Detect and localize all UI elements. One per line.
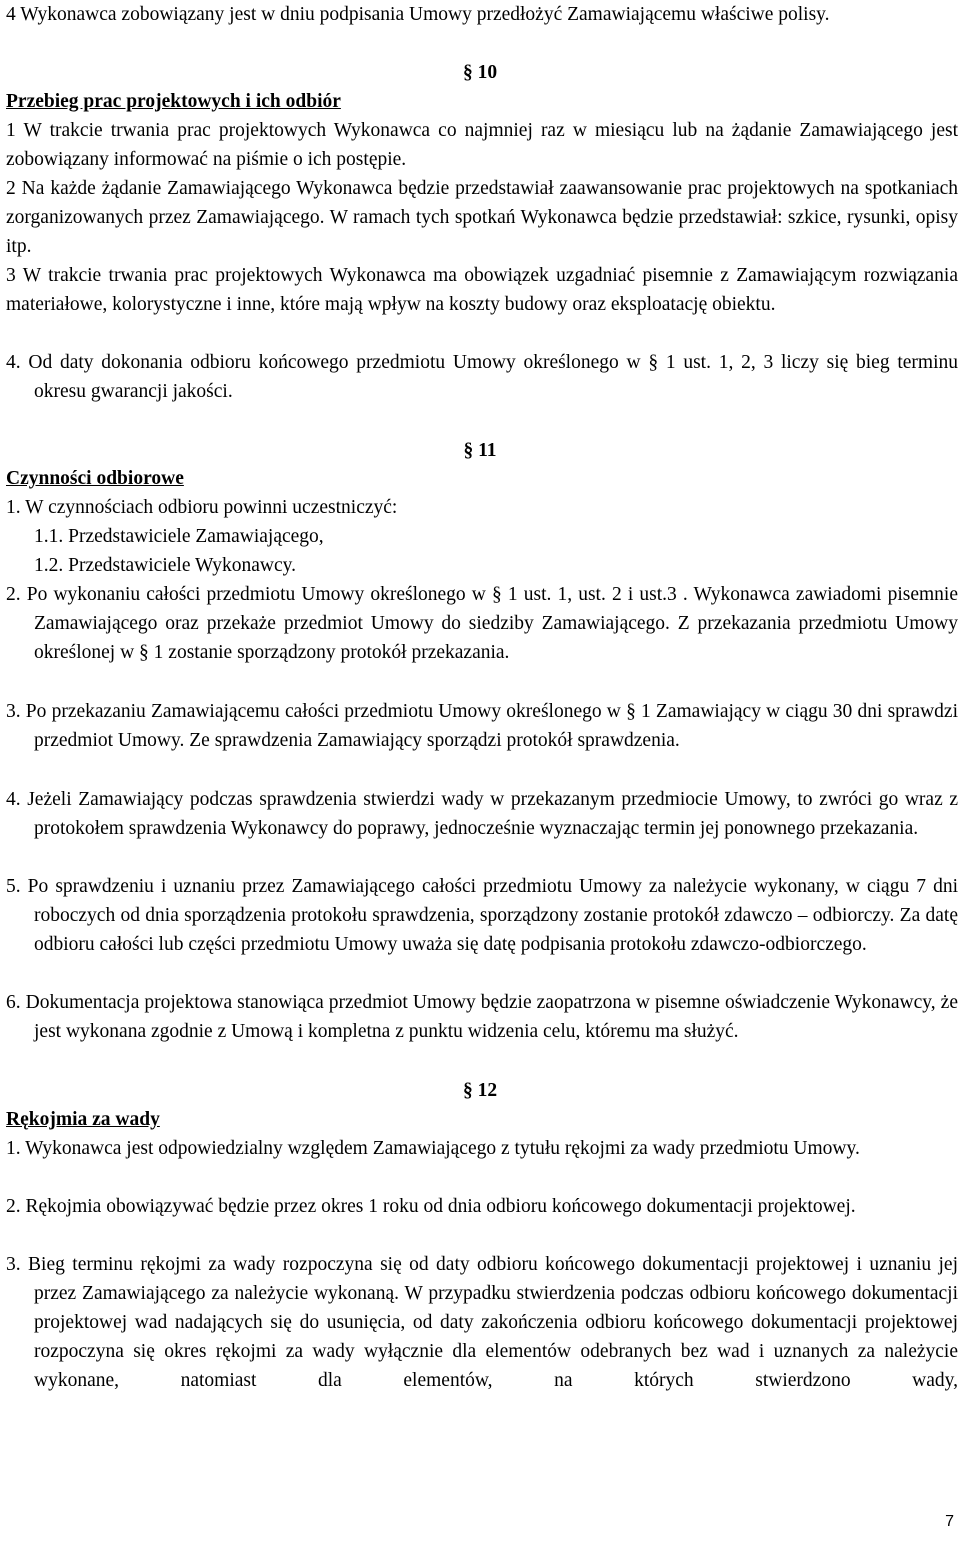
section-11-title: Czynności odbiorowe bbox=[6, 468, 184, 489]
section-10-number: § 10 bbox=[462, 62, 498, 83]
section-11-item-4: 4. Jeżeli Zamawiający podczas sprawdzenia stwierdzi wady w przekazanym przedmiocie Umowy, to zwróci go wraz z protokołem sprawdzenia Wykonawcy do poprawy, jednocześnie wyznaczając termin jej ponownego przekazania. bbox=[6, 789, 958, 839]
intro-item-4: 4 Wykonawca zobowiązany jest w dniu podpisania Umowy przedłożyć Zamawiającemu właściwe polisy. bbox=[6, 4, 830, 25]
section-12-item-3: 3. Bieg terminu rękojmi za wady rozpoczyna się od daty odbioru końcowego dokumentacji projektowej i uznaniu jej przez Zamawiającego za należycie wykonaną. W przypadku stwierdzenia podczas odbioru końcowego dokumentacji projektowej wad nadających się do usunięcia, od daty zakończenia odbioru końcowego dokumentacji projektowej rozpoczyna się okres rękojmi za wady wyłącznie dla elementów odebranych bez wad i uznanych za należycie wykonane, natomiast dla elementów, na których stwierdzono wady, bbox=[6, 1254, 958, 1391]
section-11-item-3: 3. Po przekazaniu Zamawiającemu całości przedmiotu Umowy określonego w § 1 Zamawiający w ciągu 30 dni sprawdzi przedmiot Umowy. Ze sprawdzenia Zamawiający sporządzi protokół sprawdzenia. bbox=[6, 701, 958, 751]
section-12-number: § 12 bbox=[462, 1080, 498, 1101]
section-11-subitem-1-1: 1.1. Przedstawiciele Zamawiającego, bbox=[34, 526, 324, 547]
section-10-item-2: 2 Na każde żądanie Zamawiającego Wykonawca będzie przedstawiał zaawansowanie prac projektowych na spotkaniach zorganizowanych przez Zamawiającego. W ramach tych spotkań Wykonawca będzie przedstawiał: szkice, rysunki, opisy itp. bbox=[6, 178, 958, 257]
section-11-subitem-1-2: 1.2. Przedstawiciele Wykonawcy. bbox=[34, 555, 296, 576]
section-12-title: Rękojmia za wady bbox=[6, 1109, 160, 1130]
section-10-title: Przebieg prac projektowych i ich odbiór bbox=[6, 91, 341, 112]
section-11-item-1: 1. W czynnościach odbioru powinni uczestniczyć: bbox=[6, 497, 398, 518]
section-11-number: § 11 bbox=[463, 440, 497, 461]
section-11-item-5: 5. Po sprawdzeniu i uznaniu przez Zamawiającego całości przedmiotu Umowy za należycie wykonany, w ciągu 7 dni roboczych od dnia sporządzenia protokołu sprawdzenia, sporządzony zostanie protokół zdawczo – odbiorczy. Za datę odbioru całości lub części przedmiotu Umowy uważa się datę podpisania protokołu zdawczo-odbiorczego. bbox=[6, 876, 958, 955]
page-number: 7 bbox=[945, 1513, 954, 1530]
section-12-item-1: 1. Wykonawca jest odpowiedzialny względem Zamawiającego z tytułu rękojmi za wady przedmiotu Umowy. bbox=[6, 1138, 860, 1159]
section-11-item-6: 6. Dokumentacja projektowa stanowiąca przedmiot Umowy będzie zaopatrzona w pisemne oświadczenie Wykonawcy, że jest wykonana zgodnie z Umową i kompletna z punktu widzenia celu, któremu ma służyć. bbox=[6, 992, 958, 1042]
section-12-item-2: 2. Rękojmia obowiązywać będzie przez okres 1 roku od dnia odbioru końcowego dokumentacji projektowej. bbox=[6, 1196, 856, 1217]
section-10-item-4: 4. Od daty dokonania odbioru końcowego przedmiotu Umowy określonego w § 1 ust. 1, 2, 3 liczy się bieg terminu okresu gwarancji jakości. bbox=[6, 352, 958, 402]
section-10-item-1: 1 W trakcie trwania prac projektowych Wykonawca co najmniej raz w miesiącu lub na żądanie Zamawiającego jest zobowiązany informować na piśmie o ich postępie. bbox=[6, 120, 958, 170]
section-10-item-3: 3 W trakcie trwania prac projektowych Wykonawca ma obowiązek uzgadniać pisemnie z Zamawiającym rozwiązania materiałowe, kolorystyczne i inne, które mają wpływ na koszty budowy oraz eksploatację obiektu. bbox=[6, 265, 958, 315]
section-11-item-2: 2. Po wykonaniu całości przedmiotu Umowy określonego w § 1 ust. 1, ust. 2 i ust.3 . Wykonawca zawiadomi pisemnie Zamawiającego oraz przekaże przedmiot Umowy do siedziby Zamawiającego. Z przekazania przedmiotu Umowy określonej w § 1 zostanie sporządzony protokół przekazania. bbox=[6, 584, 958, 663]
